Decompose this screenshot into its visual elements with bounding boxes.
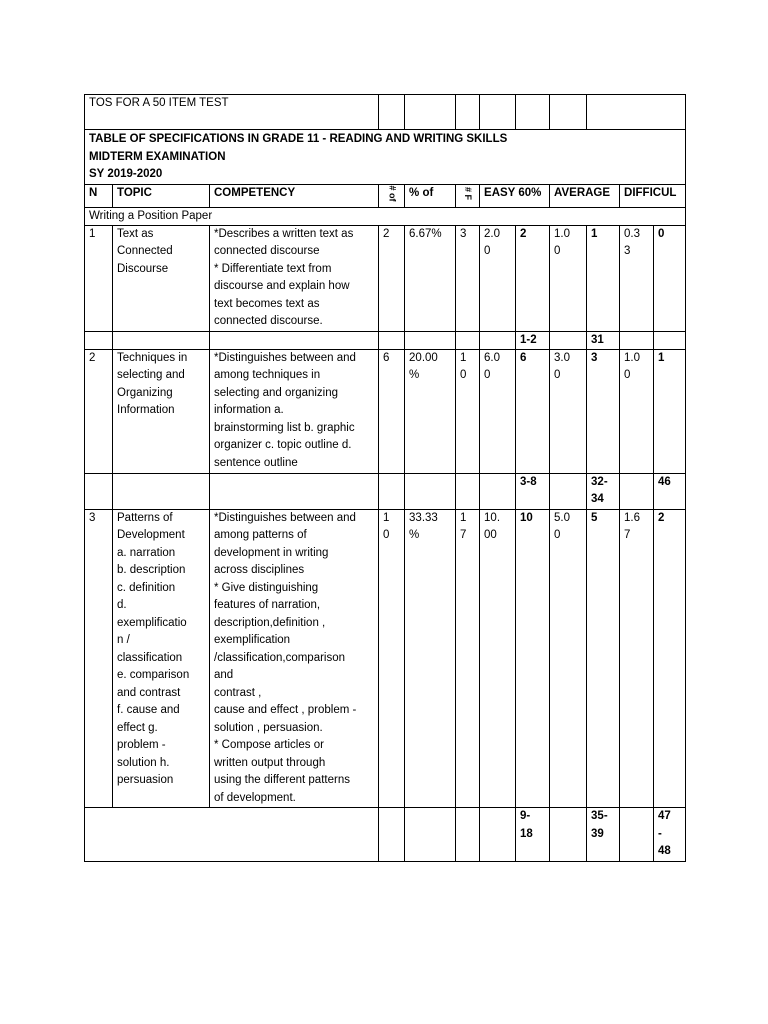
empty-cell	[456, 808, 480, 862]
easy-calc-cell: 2.0 0	[480, 225, 516, 331]
easy-count-cell: 10	[516, 509, 550, 808]
difficult-calc-cell: 1.6 7	[620, 509, 654, 808]
empty-cell	[480, 95, 516, 130]
average-calc-cell: 1.0 0	[550, 225, 587, 331]
col-header-difficult: DIFFICUL	[620, 184, 686, 207]
competency-cell: *Distinguishes between and among patterns of development in writing across disciplines * Give distinguishing features of narration, description,definition , exemplification /classification,comparison and contrast , cause and effect , problem - solution , persuasion. * Compose articles or written output through using the different patterns of development.	[210, 509, 379, 808]
empty-cell	[550, 473, 587, 509]
easy-count-cell: 6	[516, 349, 550, 473]
empty-cell	[456, 473, 480, 509]
days-cell: 6	[379, 349, 405, 473]
empty-cell	[480, 808, 516, 862]
col-header-topic: TOPIC	[113, 184, 210, 207]
table-row	[85, 349, 686, 473]
empty-cell	[113, 473, 210, 509]
empty-cell	[405, 473, 456, 509]
easy-calc-cell: 10. 00	[480, 509, 516, 808]
placement-row	[85, 331, 686, 349]
items-cell: 1 0	[456, 349, 480, 473]
column-header-row	[85, 184, 686, 207]
competency-cell: *Distinguishes between and among techniques in selecting and organizing information a. brainstorming list b. graphic organizer c. topic outline d. sentence outline	[210, 349, 379, 473]
row-number: 2	[85, 349, 113, 473]
average-calc-cell: 3.0 0	[550, 349, 587, 473]
difficult-item-numbers: 47 - 48	[654, 808, 686, 862]
empty-cell	[550, 95, 587, 130]
col-header-days-text: # of	[387, 184, 398, 202]
empty-cell	[620, 808, 654, 862]
empty-cell	[85, 808, 379, 862]
empty-cell	[85, 331, 113, 349]
empty-cell	[550, 808, 587, 862]
empty-cell	[113, 331, 210, 349]
difficult-item-numbers: 46	[654, 473, 686, 509]
average-item-numbers: 31	[587, 331, 620, 349]
empty-cell	[480, 473, 516, 509]
heading-line-1: TABLE OF SPECIFICATIONS IN GRADE 11 - READING AND WRITING SKILLS	[89, 133, 508, 145]
days-cell: 1 0	[379, 509, 405, 808]
topic-cell: Text as Connected Discourse	[113, 225, 210, 331]
empty-cell	[210, 331, 379, 349]
row-number: 3	[85, 509, 113, 808]
difficult-calc-cell: 1.0 0	[620, 349, 654, 473]
competency-cell: *Describes a written text as connected discourse * Differentiate text from discourse and explain how text becomes text as connected discourse.	[210, 225, 379, 331]
difficult-calc-cell: 0.3 3	[620, 225, 654, 331]
empty-cell	[587, 95, 686, 130]
row-number: 1	[85, 225, 113, 331]
empty-cell	[405, 331, 456, 349]
empty-cell	[405, 95, 456, 130]
empty-cell	[379, 95, 405, 130]
col-header-items	[456, 184, 480, 207]
percent-cell: 6.67%	[405, 225, 456, 331]
section-row	[85, 207, 686, 225]
difficult-count-cell: 2	[654, 509, 686, 808]
heading-line-3: SY 2019-2020	[89, 168, 163, 180]
empty-cell	[516, 95, 550, 130]
easy-item-numbers: 3-8	[516, 473, 550, 509]
days-cell: 2	[379, 225, 405, 331]
average-item-numbers: 32- 34	[587, 473, 620, 509]
items-cell: 3	[456, 225, 480, 331]
percent-cell: 20.00 %	[405, 349, 456, 473]
col-header-percent: % of	[405, 184, 456, 207]
easy-item-numbers: 9- 18	[516, 808, 550, 862]
empty-cell	[550, 331, 587, 349]
empty-cell	[405, 808, 456, 862]
empty-cell	[210, 473, 379, 509]
table-row	[85, 225, 686, 331]
empty-cell	[85, 473, 113, 509]
table-heading	[85, 130, 686, 185]
col-header-items-text: # F	[463, 186, 474, 200]
difficult-count-cell: 1	[654, 349, 686, 473]
col-header-competency: COMPETENCY	[210, 184, 379, 207]
col-header-days	[379, 184, 405, 207]
average-item-numbers: 35- 39	[587, 808, 620, 862]
col-header-average: AVERAGE	[550, 184, 620, 207]
table-title: TOS FOR A 50 ITEM TEST	[85, 95, 379, 130]
empty-cell	[379, 473, 405, 509]
difficult-item-numbers	[654, 331, 686, 349]
topic-cell: Techniques in selecting and Organizing Information	[113, 349, 210, 473]
placement-row	[85, 808, 686, 862]
empty-cell	[379, 808, 405, 862]
difficult-count-cell: 0	[654, 225, 686, 331]
average-count-cell: 1	[587, 225, 620, 331]
heading-row	[85, 130, 686, 185]
empty-cell	[456, 331, 480, 349]
empty-cell	[480, 331, 516, 349]
placement-row	[85, 473, 686, 509]
easy-item-numbers: 1-2	[516, 331, 550, 349]
tos-table	[84, 94, 686, 862]
average-calc-cell: 5.0 0	[550, 509, 587, 808]
title-row	[85, 95, 686, 130]
section-label: Writing a Position Paper	[85, 207, 686, 225]
topic-cell: Patterns of Development a. narration b. description c. definition d. exemplificatio n / classification e. comparison and contrast f. cause and effect g. problem - solution h. persuasion	[113, 509, 210, 808]
average-count-cell: 3	[587, 349, 620, 473]
empty-cell	[456, 95, 480, 130]
average-count-cell: 5	[587, 509, 620, 808]
easy-count-cell: 2	[516, 225, 550, 331]
table-row	[85, 509, 686, 808]
empty-cell	[620, 473, 654, 509]
percent-cell: 33.33 %	[405, 509, 456, 808]
empty-cell	[620, 331, 654, 349]
col-header-easy: EASY 60%	[480, 184, 550, 207]
items-cell: 1 7	[456, 509, 480, 808]
col-header-n: N	[85, 184, 113, 207]
easy-calc-cell: 6.0 0	[480, 349, 516, 473]
empty-cell	[379, 331, 405, 349]
heading-line-2: MIDTERM EXAMINATION	[89, 150, 226, 163]
